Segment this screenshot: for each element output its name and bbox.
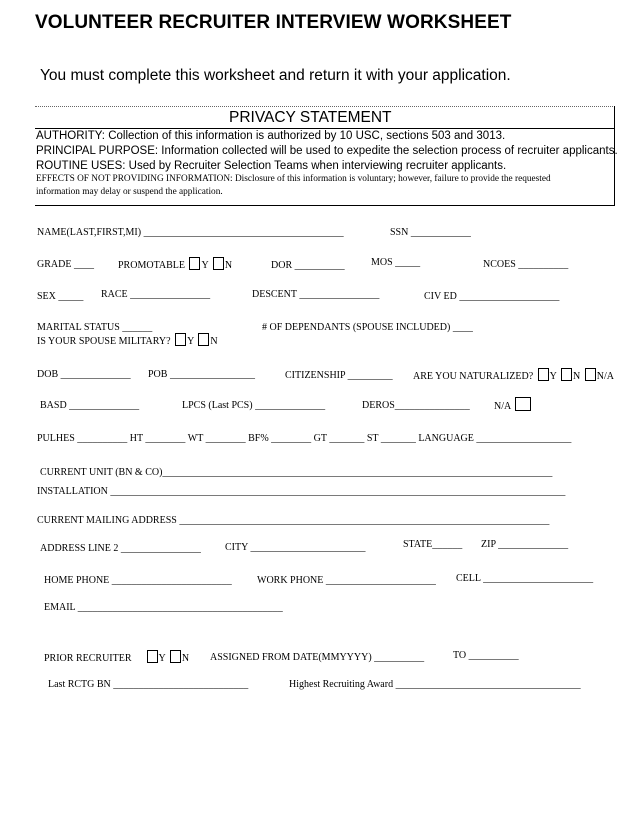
mailing-address-field[interactable]: CURRENT MAILING ADDRESS __________________________________________________________________________ bbox=[37, 515, 550, 526]
prior-recruiter-no-checkbox[interactable] bbox=[170, 650, 181, 663]
privacy-routine-uses: ROUTINE USES: Used by Recruiter Selection Teams when interviewing recruiter applicants. bbox=[36, 160, 507, 172]
last-rctg-bn-field[interactable]: Last RCTG BN ___________________________ bbox=[48, 679, 249, 690]
cell-field[interactable]: CELL ______________________ bbox=[456, 573, 594, 584]
naturalized-no-label: N bbox=[573, 371, 581, 382]
naturalized-na-checkbox[interactable] bbox=[585, 368, 596, 381]
dob-field[interactable]: DOB ______________ bbox=[37, 369, 131, 380]
deros-na-group bbox=[494, 397, 532, 412]
spouse-military-group bbox=[37, 333, 218, 347]
lpcs-field[interactable]: LPCS (Last PCS) ______________ bbox=[182, 400, 326, 411]
prior-recruiter-no-label: N bbox=[181, 653, 190, 664]
mos-field[interactable]: MOS _____ bbox=[371, 257, 421, 268]
privacy-bottom-rule bbox=[35, 205, 615, 206]
name-field[interactable]: NAME(LAST,FIRST,MI) ________________________________________ bbox=[37, 227, 344, 238]
instruction-text: You must complete this worksheet and return it with your application. bbox=[40, 67, 511, 84]
home-phone-field[interactable]: HOME PHONE ________________________ bbox=[44, 575, 232, 586]
ssn-field[interactable]: SSN ____________ bbox=[390, 227, 471, 238]
form-title: VOLUNTEER RECRUITER INTERVIEW WORKSHEET bbox=[35, 12, 512, 33]
dependants-field[interactable]: # OF DEPENDANTS (SPOUSE INCLUDED) ____ bbox=[262, 322, 473, 333]
pob-field[interactable]: POB _________________ bbox=[148, 369, 255, 380]
promotable-group bbox=[118, 257, 232, 271]
assigned-from-field[interactable]: ASSIGNED FROM DATE(MMYYYY) __________ bbox=[210, 652, 425, 663]
privacy-heading-rule bbox=[35, 128, 615, 129]
privacy-heading: PRIVACY STATEMENT bbox=[229, 109, 392, 126]
spouse-military-label: IS YOUR SPOUSE MILITARY? bbox=[37, 336, 171, 347]
zip-field[interactable]: ZIP ______________ bbox=[481, 539, 569, 550]
privacy-top-divider bbox=[35, 106, 615, 107]
state-field[interactable]: STATE______ bbox=[403, 539, 463, 550]
current-unit-field[interactable]: CURRENT UNIT (BN & CO)______________________________________________________________________________ bbox=[40, 467, 553, 478]
promotable-yes-label: Y bbox=[201, 260, 209, 271]
naturalized-na-label: N/A bbox=[596, 371, 614, 382]
naturalized-yes-checkbox[interactable] bbox=[538, 368, 549, 381]
civ-ed-field[interactable]: CIV ED ____________________ bbox=[424, 291, 560, 302]
deros-field[interactable]: DEROS_______________ bbox=[362, 400, 470, 411]
address-line2-field[interactable]: ADDRESS LINE 2 ________________ bbox=[40, 543, 201, 554]
marital-status-field[interactable]: MARITAL STATUS ______ bbox=[37, 322, 153, 333]
pulhes-row[interactable]: PULHES __________ HT ________ WT ________ BF% ________ GT _______ ST _______ LANGUAGE ___________________ bbox=[37, 433, 572, 444]
installation-field[interactable]: INSTALLATION ___________________________________________________________________________________________ bbox=[37, 486, 566, 497]
privacy-effects-line1: EFFECTS OF NOT PROVIDING INFORMATION: Disclosure of this information is voluntary; however, failure to provide the requested bbox=[36, 174, 551, 184]
email-field[interactable]: EMAIL _________________________________________ bbox=[44, 602, 283, 613]
spouse-yes-checkbox[interactable] bbox=[175, 333, 186, 346]
spouse-yes-label: Y bbox=[187, 336, 194, 347]
ncoes-field[interactable]: NCOES __________ bbox=[483, 259, 569, 270]
prior-recruiter-yes-checkbox[interactable] bbox=[147, 650, 158, 663]
prior-recruiter-group bbox=[44, 650, 189, 664]
spouse-no-label: N bbox=[210, 336, 218, 347]
citizenship-field[interactable]: CITIZENSHIP _________ bbox=[285, 370, 393, 381]
prior-recruiter-yes-label: Y bbox=[158, 653, 166, 664]
dor-field[interactable]: DOR __________ bbox=[271, 260, 345, 271]
highest-award-field[interactable]: Highest Recruiting Award _____________________________________ bbox=[289, 679, 581, 690]
deros-na-checkbox[interactable] bbox=[515, 397, 531, 411]
naturalized-yes-label: Y bbox=[549, 371, 557, 382]
promotable-label: PROMOTABLE bbox=[118, 260, 185, 271]
sex-field[interactable]: SEX _____ bbox=[37, 291, 84, 302]
spouse-no-checkbox[interactable] bbox=[198, 333, 209, 346]
promotable-no-checkbox[interactable] bbox=[213, 257, 224, 270]
naturalized-label: ARE YOU NATURALIZED? bbox=[413, 371, 534, 382]
privacy-effects-line2: information may delay or suspend the application. bbox=[36, 187, 223, 197]
naturalized-group bbox=[413, 368, 614, 382]
naturalized-no-checkbox[interactable] bbox=[561, 368, 572, 381]
assigned-to-field[interactable]: TO __________ bbox=[453, 650, 519, 661]
race-field[interactable]: RACE ________________ bbox=[101, 289, 211, 300]
prior-recruiter-label: PRIOR RECRUITER bbox=[44, 653, 132, 664]
deros-na-label: N/A bbox=[494, 401, 511, 412]
privacy-purpose: PRINCIPAL PURPOSE: Information collected will be used to expedite the selection process of recruiter applicants. bbox=[36, 145, 618, 157]
grade-field[interactable]: GRADE ____ bbox=[37, 259, 94, 270]
work-phone-field[interactable]: WORK PHONE ______________________ bbox=[257, 575, 436, 586]
promotable-yes-checkbox[interactable] bbox=[189, 257, 200, 270]
city-field[interactable]: CITY _______________________ bbox=[225, 542, 366, 553]
privacy-authority: AUTHORITY: Collection of this information is authorized by 10 USC, sections 503 and 3013. bbox=[36, 130, 506, 142]
promotable-no-label: N bbox=[224, 260, 233, 271]
basd-field[interactable]: BASD ______________ bbox=[40, 400, 140, 411]
descent-field[interactable]: DESCENT ________________ bbox=[252, 289, 380, 300]
